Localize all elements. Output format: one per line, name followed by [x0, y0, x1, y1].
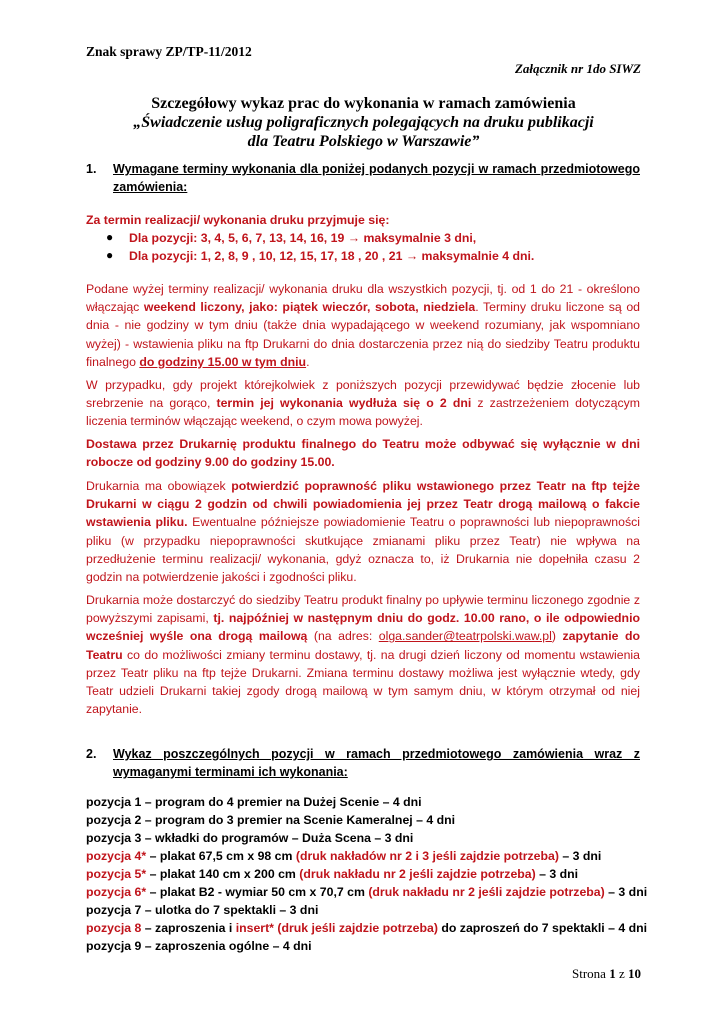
- page-current: 1: [609, 966, 616, 981]
- text-run: W przypadku, gdy projekt którejkolwiek z poniższych pozycji przewidywać będzie złocenie lub srebrzenie na gorąco,: [86, 378, 640, 411]
- list-item: [86, 884, 647, 902]
- item-text: do zaproszeń do 7 spektakli – 4 dni: [437, 921, 648, 935]
- item-label: pozycja 9: [86, 939, 142, 953]
- item-text: – ulotka do 7 spektakli – 3 dni: [141, 903, 319, 917]
- item-label: pozycja 1: [86, 795, 142, 809]
- paragraph-gilding: [86, 376, 640, 431]
- text-run: .: [306, 354, 310, 369]
- item-text: – zaproszenia ogólne – 4 dni: [141, 939, 312, 953]
- section-1-heading: [86, 160, 640, 196]
- list-item: [86, 920, 647, 938]
- item-label: pozycja 5*: [86, 867, 147, 881]
- text-run-bold: zapytanie do Teatru: [86, 629, 641, 662]
- list-item: [86, 830, 413, 848]
- item-text: – zaproszenia i: [141, 921, 236, 935]
- text-run: Ewentualne późniejsze powiadomienie Teatru o poprawności lub niepoprawności pliku (w przypadku niepoprawności skutkujące zmianami pliku przez Teatr) nie wpływa na przedłużenie terminu realizacji/ wykonania, gdyż oznacza to, iż Drukarnia nie dopełniła czasu 2 godzin na potwierdzenie jakości i zgodności pliku.: [86, 515, 640, 585]
- paragraph-delivery: Dostawa przez Drukarnię produktu finalnego do Teatru może odbywać się wyłącznie w dni robocze od godziny 9.00 do godziny 15.00.: [86, 437, 640, 470]
- deadline-intro: Za termin realizacji/ wykonania druku przyjmuje się:: [86, 213, 390, 227]
- item-text: – program do 3 premier na Scenie Kameralnej – 4 dni: [141, 813, 456, 827]
- item-note: (druk nakładów nr 2 i 3 jeśli zajdzie potrzeba): [295, 849, 559, 863]
- text-run: ): [551, 629, 563, 644]
- paragraph-late-delivery: [86, 591, 640, 718]
- page-of: z: [618, 966, 625, 981]
- item-text: – 3 dni: [535, 867, 579, 881]
- list-item: [86, 938, 312, 956]
- document-subtitle-2: dla Teatru Polskiego w Warszawie”: [247, 133, 480, 150]
- item-text: – plakat 67,5 cm x 98 cm: [146, 849, 296, 863]
- text-run: co do możliwości zmiany terminu dostawy, tj. na drugi dzień liczony od momentu wstawienia przez Teatr pliku na ftp tejże Drukarni. Zmiana terminu dostawy możliwa jest wyłącznie wtedy, gdy Teatr udzieli Drukarni takiej zgody drogą mailową w tym samym dniu, w którym otrzymał od niej zapytanie.: [86, 647, 640, 717]
- item-text: – 3 dni: [558, 849, 602, 863]
- item-label: pozycja 3: [86, 831, 142, 845]
- list-item: [86, 794, 422, 812]
- item-text: – program do 4 premier na Dużej Scenie – 4 dni: [141, 795, 422, 809]
- section-number: 2.: [86, 747, 97, 761]
- item-label: pozycja 8: [86, 921, 142, 935]
- text-run: Drukarnia może dostarczyć do siedziby Teatru produkt finalny po upływie terminu liczonego zgodnie z powyższymi zapisami,: [86, 593, 640, 626]
- text-run: Podane wyżej terminy realizacji/ wykonania druku dla wszystkich pozycji, tj. od 1 do 21 - określono włączając: [86, 282, 640, 315]
- text-run: (na adres:: [307, 629, 379, 644]
- section-number: 1.: [86, 162, 97, 176]
- list-item: [86, 866, 578, 884]
- item-note: (druk nakładu nr 2 jeśli zajdzie potrzeba): [299, 867, 536, 881]
- paragraph-deadlines: [86, 280, 640, 371]
- list-item-text: Dla pozycji: 3, 4, 5, 6, 7, 13, 14, 16, 19 → maksymalnie 3 dni,: [129, 231, 477, 245]
- page-total: 10: [628, 966, 641, 981]
- text-run-bold: tj. najpóźniej w następnym dniu do godz. 10.00 rano, o ile odpowiednio wcześniej wyśle ona drogą mailową: [86, 611, 640, 644]
- item-text: – plakat B2 - wymiar 50 cm x 70,7 cm: [146, 885, 369, 899]
- list-item: [86, 848, 601, 866]
- bullet-icon: ●: [106, 230, 114, 244]
- page-label: Strona: [572, 966, 606, 981]
- text-run: z zastrzeżeniem dotyczącym liczenia terminów włączając weekend, o czym mowa powyżej.: [86, 396, 640, 429]
- item-label: pozycja 4*: [86, 849, 147, 863]
- section-heading-text: Wymagane terminy wykonania dla poniżej podanych pozycji w ramach przedmiotowego zamówienia:: [113, 162, 640, 194]
- paragraph-file-confirmation: [86, 477, 640, 586]
- attachment-label: Załącznik nr 1do SIWZ: [514, 61, 641, 76]
- text-run-bold: potwierdzić poprawność pliku wstawionego przez Teatr na ftp tejże Drukarni w ciągu 2 godzin od chwili powiadomienia jej przez Teatr drogą mailową o fakcie wstawienia pliku.: [86, 479, 640, 530]
- document-subtitle: „Świadczenie usług poligraficznych polegających na druku publikacji: [133, 114, 594, 131]
- document-title: Szczegółowy wykaz prac do wykonania w ramach zamówienia: [151, 95, 576, 112]
- text-run: Drukarnia ma obowiązek: [86, 479, 232, 493]
- item-text: – wkładki do programów – Duża Scena – 3 dni: [141, 831, 414, 845]
- page-number: [572, 966, 641, 982]
- section-2-heading: [86, 745, 640, 781]
- text-run-bold-underlined: do godziny 15.00 w tym dniu: [139, 354, 307, 369]
- item-label: pozycja 6*: [86, 885, 147, 899]
- item-label: pozycja 7: [86, 903, 142, 917]
- item-label: pozycja 2: [86, 813, 142, 827]
- item-text: – 3 dni: [604, 885, 648, 899]
- case-number: Znak sprawy ZP/TP-11/2012: [86, 44, 252, 59]
- text-run-bold: termin jej wykonania wydłuża się o 2 dni: [216, 396, 472, 411]
- section-heading-text: Wykaz poszczególnych pozycji w ramach przedmiotowego zamówienia wraz z wymaganymi terminami ich wykonania:: [113, 747, 640, 779]
- bullet-icon: ●: [106, 248, 114, 262]
- list-item: [86, 902, 318, 920]
- item-text: – plakat 140 cm x 200 cm: [146, 867, 300, 881]
- list-item: [86, 812, 455, 830]
- item-note: (druk nakładu nr 2 jeśli zajdzie potrzeba): [368, 885, 605, 899]
- list-item-text: Dla pozycji: 1, 2, 8, 9 , 10, 12, 15, 17, 18 , 20 , 21 → maksymalnie 4 dni.: [129, 249, 535, 263]
- text-run: . Terminy druku liczone są od dnia - nie godziny w tym dniu (także dnia wypadającego w weekend rozumiany, jak wspomniano wyżej) - wstawienia pliku na ftp Drukarni do dnia dostarczenia przez nią do siedziby Teatru produktu finalnego: [86, 300, 641, 369]
- email-link[interactable]: olga.sander@teatrpolski.waw.pl: [378, 629, 552, 644]
- text-run-bold: weekend liczony, jako: piątek wieczór, sobota, niedziela: [143, 300, 476, 315]
- item-note: insert* (druk jeśli zajdzie potrzeba): [235, 921, 438, 935]
